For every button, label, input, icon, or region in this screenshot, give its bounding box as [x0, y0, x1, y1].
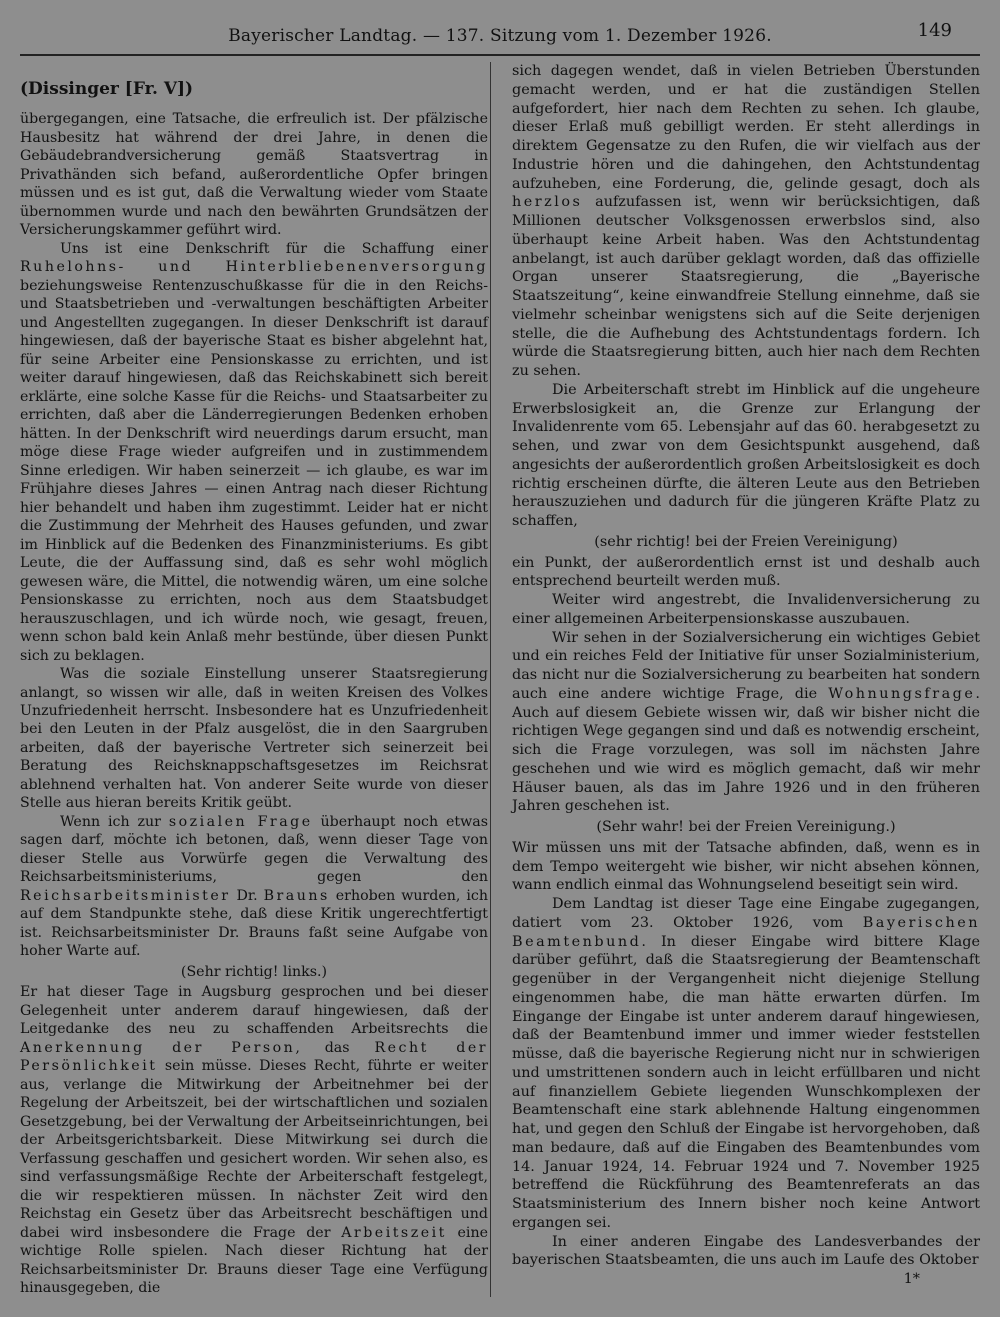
paragraph: Wenn ich zur sozialen Frage überhaupt noch etwas sagen darf, möchte ich betonen, daß, wenn dieser Tage von dieser Stelle aus Vorwürfe gegen die Verwaltung des Reichsarbeitsministeriums, gegen den Reichsarbeitsminister Dr. Brauns erhoben wurden, ich auf dem Standpunkte stehe, daß diese Kritik ungerechtfertigt ist. Reichsarbeitsminister Dr. Brauns faßt seine Aufgabe von hoher Warte auf.	[20, 813, 488, 960]
speaker-label: (Dissinger [Fr. V])	[20, 79, 194, 99]
running-title: Bayerischer Landtag. — 137. Sitzung vom 1. Dezember 1926.	[228, 26, 772, 46]
column-divider	[490, 62, 491, 1297]
paragraph: Wir sehen in der Sozialversicherung ein wichtiges Gebiet und ein reiches Feld der Initiative für unser Sozialministerium, das nicht nur die Sozialversicherung zu bearbeiten hat sondern auch eine andere wichtige Frage, die Wohnungsfrage. Auch auf diesem Gebiete wissen wir, daß wir bisher nicht die richtigen Wege gegangen sind und daß es notwendig erscheint, sich die Frage vorzulegen, was soll im nächsten Jahre geschehen und wie wird es möglich gemacht, daß wir mehr Häuser bauen, als das im Jahre 1926 und in den früheren Jahren geschehen ist.	[512, 629, 980, 815]
interjection: (Sehr wahr! bei der Freien Vereinigung.)	[596, 819, 896, 835]
paragraph: Was die soziale Einstellung unserer Staatsregierung anlangt, so wissen wir alle, daß in weiten Kreisen des Volkes Unzufriedenheit herrscht. Insbesondere hat es Unzufriedenheit bei den Leuten in der Pfalz ausgelöst, die in den Saargruben arbeiten, daß der bayerische Vertreter sich seinerzeit bei Beratung des Reichsknappschaftsgesetzes im Reichsrat ablehnend verhalten hat. Von anderer Seite wurde von dieser Stelle aus hieran bereits Kritik geübt.	[20, 666, 488, 812]
paragraph: In einer anderen Eingabe des Landesverbandes der bayerischen Staatsbeamten, die uns auch im Laufe des Oktober	[512, 1233, 980, 1269]
right-column	[512, 62, 980, 1289]
page-header	[20, 18, 980, 54]
emphasized-text: Ruhelohns- und Hinterbliebenenversorgung	[20, 259, 488, 276]
emphasized-text: Recht der Persönlichkeit	[20, 1039, 488, 1075]
sheet-signature: 1*	[903, 1271, 920, 1287]
paragraph: Weiter wird angestrebt, die Invalidenversicherung zu einer allgemeinen Arbeiterpensionskasse auszubauen.	[512, 592, 980, 627]
emphasized-text: Brauns	[263, 887, 330, 904]
emphasized-text: Wohnungsfrage	[828, 685, 976, 702]
paragraph: Dem Landtag ist dieser Tage eine Eingabe zugegangen, datiert vom 23. Oktober 1926, vom Bayerischen Beamtenbund. In dieser Eingabe wird bittere Klage darüber geführt, daß die Staatsregierung der Beamtenschaft gegenüber in der Vergangenheit nicht diejenige Stellung eingenommen habe, die man hätte erwarten dürfen. Im Eingange der Eingabe ist unter anderem darauf hingewiesen, daß der Beamtenbund immer und immer wieder feststellen müsse, daß die bayerische Regierung nicht nur in schwierigen und umstrittenen sondern auch in leicht erfüllbaren und nicht auf finanziellem Gebiete liegenden Wunschkomplexen der Beamtenschaft eine stark ablehnende Haltung eingenommen hat, und gegen den Schluß der Eingabe ist hervorgehoben, daß man bedaure, daß auf die Eingaben des Beamtenbundes vom 14. Januar 1924, 14. Februar 1924 und 7. November 1925 betreffend die Rückführung des Beamtenreferats an das Staatsministerium des Innern bisher noch keine Antwort ergangen sei.	[512, 896, 980, 1231]
paragraph: sich dagegen wendet, daß in vielen Betrieben Überstunden gemacht werden, und er hat die zuständigen Stellen aufgefordert, hier nach dem Rechten zu sehen. Ich glaube, dieser Erlaß muß gebilligt werden. Er steht allerdings in direktem Gegensatze zu den Rufen, die wir vielfach aus der Industrie hören und die dahingehen, den Achtstundentag aufzuheben, eine Forderung, die, gelinde gesagt, doch als herzlos aufzufassen ist, wenn wir berücksichtigen, daß Millionen deutscher Volksgenossen erwerbslos sind, also überhaupt keine Arbeit haben. Was den Achtstundentag anbelangt, ist auch darüber geklagt worden, daß das offizielle Organ unserer Staatsregierung, die „Bayerische Staatszeitung“, keine einwandfreie Stellung einnehme, daß sie vielmehr scheinbar wenigstens sich auf die Seite derjenigen stelle, die die Aufhebung des Achtstundentags fordern. Ich würde die Staatsregierung bitten, auch hier nach dem Rechten zu sehen.	[512, 63, 980, 379]
paragraph: Wir müssen uns mit der Tatsache abfinden, daß, wenn es in dem Tempo weitergeht wie bisher, wir nicht absehen können, wann endlich einmal das Wohnungselend beseitigt sein wird.	[512, 839, 980, 894]
paragraph: übergegangen, eine Tatsache, die erfreulich ist. Der pfälzische Hausbesitz hat während der drei Jahre, in denen die Gebäudebrandversicherung gemäß Staatsvertrag in Privathänden sich befand, außerordentliche Opfer bringen müssen und es ist gut, daß die Verwaltung wieder vom Staate übernommen wurde und nach den bewährten Grundsätzen der Versicherungskammer geführt wird.	[20, 111, 488, 239]
emphasized-text: Anerkennung der Person	[20, 1039, 296, 1056]
emphasized-text: herzlos	[512, 194, 583, 211]
header-rule	[20, 54, 980, 56]
page-number: 149	[917, 20, 952, 41]
paragraph: Er hat dieser Tage in Augsburg gesprochen und bei dieser Gelegenheit unter anderem darauf hingewiesen, daß der Leitgedanke des neu zu schaffenden Arbeitsrechts die Anerkennung der Person, das Recht der Persönlichkeit sein müsse. Dieses Recht, führte er weiter aus, verlange die Mitwirkung der Arbeitnehmer bei der Regelung der Arbeitszeit, bei der wirtschaftlichen und sozialen Gesetzgebung, bei der Verwaltung der Arbeitseinrichtungen, bei der Arbeitsgerichtsbarkeit. Diese Mitwirkung sei durch die Verfassung geschaffen und gesichert worden. Wir sehen also, es sind verfassungsmäßige Rechte der Arbeiterschaft festgelegt, die wir respektieren müssen. In nächster Zeit wird den Reichstag ein Gesetz über das Arbeitsrecht beschäftigen und dabei wird insbesondere die Frage der Arbeitszeit eine wichtige Rolle spielen. Nach dieser Richtung hat der Reichsarbeitsminister Dr. Brauns dieser Tage eine Verfügung hinausgegeben, die	[20, 984, 488, 1296]
emphasized-text: sozialen Frage	[168, 813, 313, 830]
emphasized-text: Arbeitszeit	[341, 1224, 447, 1241]
interjection: (sehr richtig! bei der Freien Vereinigung)	[594, 533, 898, 550]
emphasized-text: Reichsarbeitsminister	[20, 887, 231, 904]
paragraph: ein Punkt, der außerordentlich ernst ist und deshalb auch entsprechend beurteilt werden muß.	[512, 554, 980, 590]
paragraph: Die Arbeiterschaft strebt im Hinblick auf die ungeheure Erwerbslosigkeit an, die Grenze zur Erlangung der Invalidenrente vom 65. Lebensjahr auf das 60. herabgesetzt zu sehen, und zwar von dem Gesichtspunkt ausgehend, daß angesichts der außerordentlich großen Arbeitslosigkeit es doch richtig erscheinen dürfte, die älteren Leute aus den Betrieben herauszuziehen und dadurch für die jüngeren Kräfte Platz zu schaffen,	[512, 381, 980, 529]
interjection: (Sehr richtig! links.)	[180, 963, 328, 980]
emphasized-text: Bayerischen Beamtenbund	[512, 914, 980, 950]
left-column	[20, 62, 488, 1297]
paragraph: Uns ist eine Denkschrift für die Schaffung einer Ruhelohns- und Hinterbliebenenversorgung beziehungsweise Rentenzuschußkasse für die in den Reichs- und Staatsbetrieben und -verwaltungen beschäftigten Arbeiter und Angestellten zugegangen. In dieser Denkschrift ist darauf hingewiesen, daß der bayerische Staat es bisher abgelehnt hat, für seine Arbeiter eine Pensionskasse zu errichten, und ist weiter darauf hingewiesen, daß das Reichskabinett sich bereit erklärte, eine solche Kasse für die Reichs- und Staatsarbeiter zu errichten, daß aber die Länderregierungen Bedenken erhoben hätten. In der Denkschrift wird neuerdings darum ersucht, man möge diese Frage wieder aufgreifen und in zustimmendem Sinne erledigen. Wir haben seinerzeit — ich glaube, es war im Frühjahre dieses Jahres — einen Antrag nach dieser Richtung hier behandelt und haben ihm zugestimmt. Leider hat er nicht die Zustimmung der Mehrheit des Hauses gefunden, und zwar im Hinblick auf die Bedenken des Finanzministeriums. Es gibt Leute, die der Auffassung sind, daß es sehr wohl möglich gewesen wäre, die Mittel, die notwendig wären, um eine solche Pensionskasse zu errichten, noch aus dem Staatsbudget herauszuschlagen, und ich würde noch, wie gesagt, freuen, wenn schon bald kein Anlaß mehr bestünde, über diesen Punkt sich zu beklagen.	[20, 240, 488, 664]
